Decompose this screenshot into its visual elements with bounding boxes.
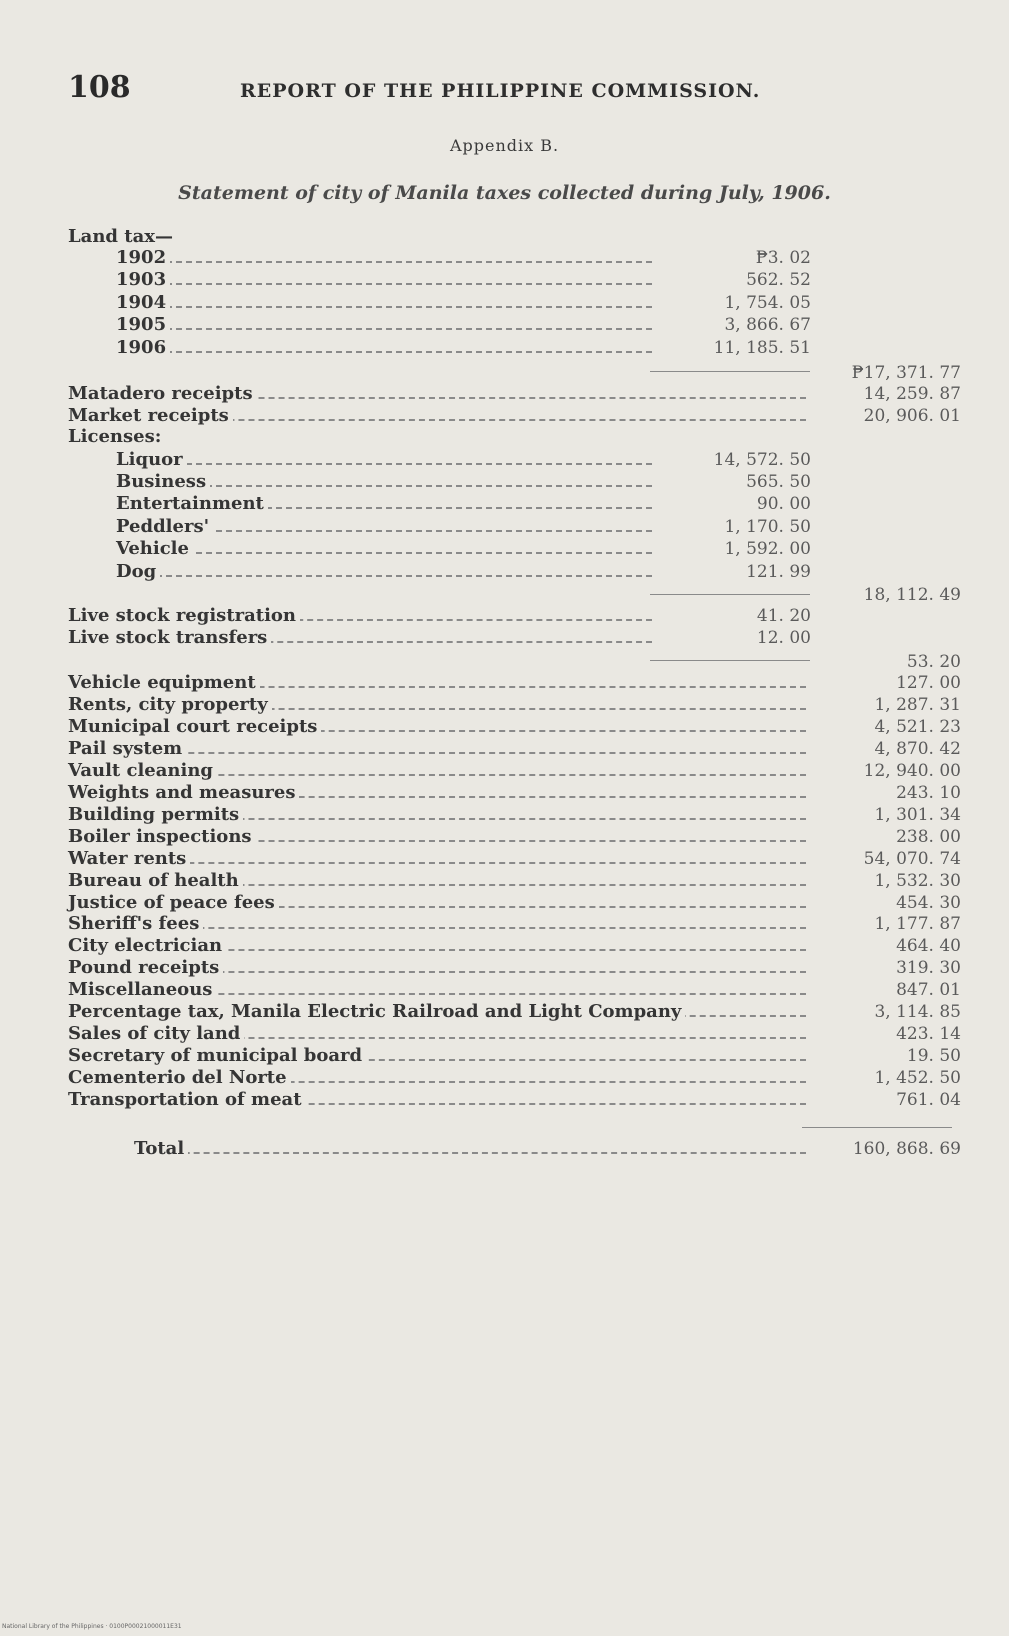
row-label: Dog [116,561,160,583]
row-label: Miscellaneous [68,979,216,1001]
table-row [0,716,1009,738]
table-row [0,760,1009,782]
amount-detail: 3, 866. 67 [724,315,811,335]
row-label: Sales of city land [68,1023,244,1045]
row-label: Land tax— [68,226,177,248]
dot-leader [116,463,652,465]
table-row [0,493,1009,515]
table-row [0,471,1009,493]
table-row [0,292,1009,314]
table-row [0,561,1009,583]
table-row [0,826,1009,848]
amount-total: 319. 30 [896,958,961,978]
amount-detail: 1, 592. 00 [724,539,811,559]
amount-detail: 562. 52 [746,270,811,290]
amount-total: 1, 301. 34 [874,805,961,825]
dot-leader [116,261,652,263]
row-label: Pound receipts [68,957,223,979]
row-label: 1903 [116,269,170,291]
dot-leader [116,328,652,330]
amount-detail: 41. 20 [756,606,811,626]
amount-total: 54, 070. 74 [863,849,961,869]
section-heading [0,226,1009,248]
amount-total: 4, 870. 42 [874,739,961,759]
table-row [0,627,1009,649]
table-row [0,405,1009,427]
row-label: Business [116,471,210,493]
row-label: Peddlers' [116,516,213,538]
amount-total: 238. 00 [896,827,961,847]
table-row [0,605,1009,627]
table-row [0,1067,1009,1089]
row-label: 1904 [116,292,170,314]
page-number: 108 [68,70,131,105]
amount-detail: 90. 00 [756,494,811,514]
table-row [0,314,1009,336]
amount-total: 3, 114. 85 [874,1002,961,1022]
table-row [0,1089,1009,1111]
amount-total: 847. 01 [896,980,961,1000]
table-row [0,449,1009,471]
subtotal-row [0,362,1009,384]
row-label: Vehicle equipment [68,672,260,694]
row-label: Vault cleaning [68,760,217,782]
amount-total: 160, 868. 69 [852,1139,961,1159]
table-row [0,804,1009,826]
amount-total: 1, 287. 31 [874,695,961,715]
amount-total: 127. 00 [896,673,961,693]
table-row [0,694,1009,716]
row-label: Vehicle [116,538,193,560]
table-row [0,672,1009,694]
amount-total: 20, 906. 01 [863,406,961,426]
row-label: Secretary of municipal board [68,1045,366,1067]
subtotal-row [0,584,1009,606]
amount-detail: 1, 754. 05 [724,293,811,313]
table-row [0,979,1009,1001]
subtotal-rule [802,1127,952,1128]
row-label: Licenses: [68,426,165,448]
dot-leader [116,552,652,554]
row-label: Rents, city property [68,694,272,716]
amount-detail: 14, 572. 50 [713,450,811,470]
appendix-heading: Appendix B. [449,136,560,155]
amount-total: 243. 10 [896,783,961,803]
section-heading [0,426,1009,448]
running-title: REPORT OF THE PHILIPPINE COMMISSION. [240,80,761,102]
row-label: City electrician [68,935,226,957]
amount-total: 19. 50 [906,1046,961,1066]
row-label: Bureau of health [68,870,243,892]
row-label: Transportation of meat [68,1089,306,1111]
row-label: Liquor [116,449,187,471]
table-row [0,738,1009,760]
table-row [0,782,1009,804]
amount-total: 1, 177. 87 [874,914,961,934]
amount-total: 4, 521. 23 [874,717,961,737]
table-row [0,269,1009,291]
amount-total: 53. 20 [906,652,961,672]
table-row [0,538,1009,560]
amount-detail: 12. 00 [756,628,811,648]
amount-total: 761. 04 [896,1090,961,1110]
amount-total: 1, 532. 30 [874,871,961,891]
table-row [0,516,1009,538]
row-label: Water rents [68,848,190,870]
row-label: Justice of peace fees [68,892,279,914]
row-label: Matadero receipts [68,383,257,405]
row-label: Boiler inspections [68,826,256,848]
row-label: Percentage tax, Manila Electric Railroad and Light Company [68,1001,685,1023]
table-row [0,957,1009,979]
row-label: Municipal court receipts [68,716,321,738]
amount-total: 423. 14 [896,1024,961,1044]
dot-leader [116,575,652,577]
total-row [0,1138,1009,1160]
table-row [0,848,1009,870]
table-row [0,383,1009,405]
row-label: Pail system [68,738,186,760]
dot-leader [134,1152,806,1154]
amount-total: 12, 940. 00 [863,761,961,781]
row-label: Entertainment [116,493,268,515]
table-caption: Statement of city of Manila taxes collected during July, 1906. [178,182,831,204]
dot-leader [116,306,652,308]
subtotal-row [0,651,1009,673]
amount-detail: 11, 185. 51 [713,338,811,358]
row-label: Live stock registration [68,605,300,627]
amount-detail: 121. 99 [746,562,811,582]
footer-note: National Library of the Philippines · 0100P00021000011E31 [2,1623,182,1630]
row-label: 1906 [116,337,170,359]
amount-total: 464. 40 [896,936,961,956]
amount-total: 454. 30 [896,893,961,913]
table-row [0,247,1009,269]
table-row [0,337,1009,359]
table-row [0,892,1009,914]
amount-total: 1, 452. 50 [874,1068,961,1088]
row-label: Weights and measures [68,782,299,804]
table-row [0,935,1009,957]
amount-total: 14, 259. 87 [863,384,961,404]
amount-detail: ₱3. 02 [755,248,811,268]
dot-leader [116,351,652,353]
amount-detail: 565. 50 [746,472,811,492]
table-row [0,1023,1009,1045]
row-label: Building permits [68,804,243,826]
amount-total: 18, 112. 49 [863,585,961,605]
row-label: 1905 [116,314,170,336]
amount-detail: 1, 170. 50 [724,517,811,537]
amount-total: ₱17, 371. 77 [851,363,961,383]
row-label: Cementerio del Norte [68,1067,291,1089]
row-label: Total [134,1138,188,1160]
row-label: 1902 [116,247,170,269]
row-label: Live stock transfers [68,627,271,649]
table-row [0,913,1009,935]
table-row [0,1045,1009,1067]
dot-leader [116,283,652,285]
table-row [0,1001,1009,1023]
row-label: Market receipts [68,405,233,427]
row-label: Sheriff's fees [68,913,203,935]
table-row [0,870,1009,892]
